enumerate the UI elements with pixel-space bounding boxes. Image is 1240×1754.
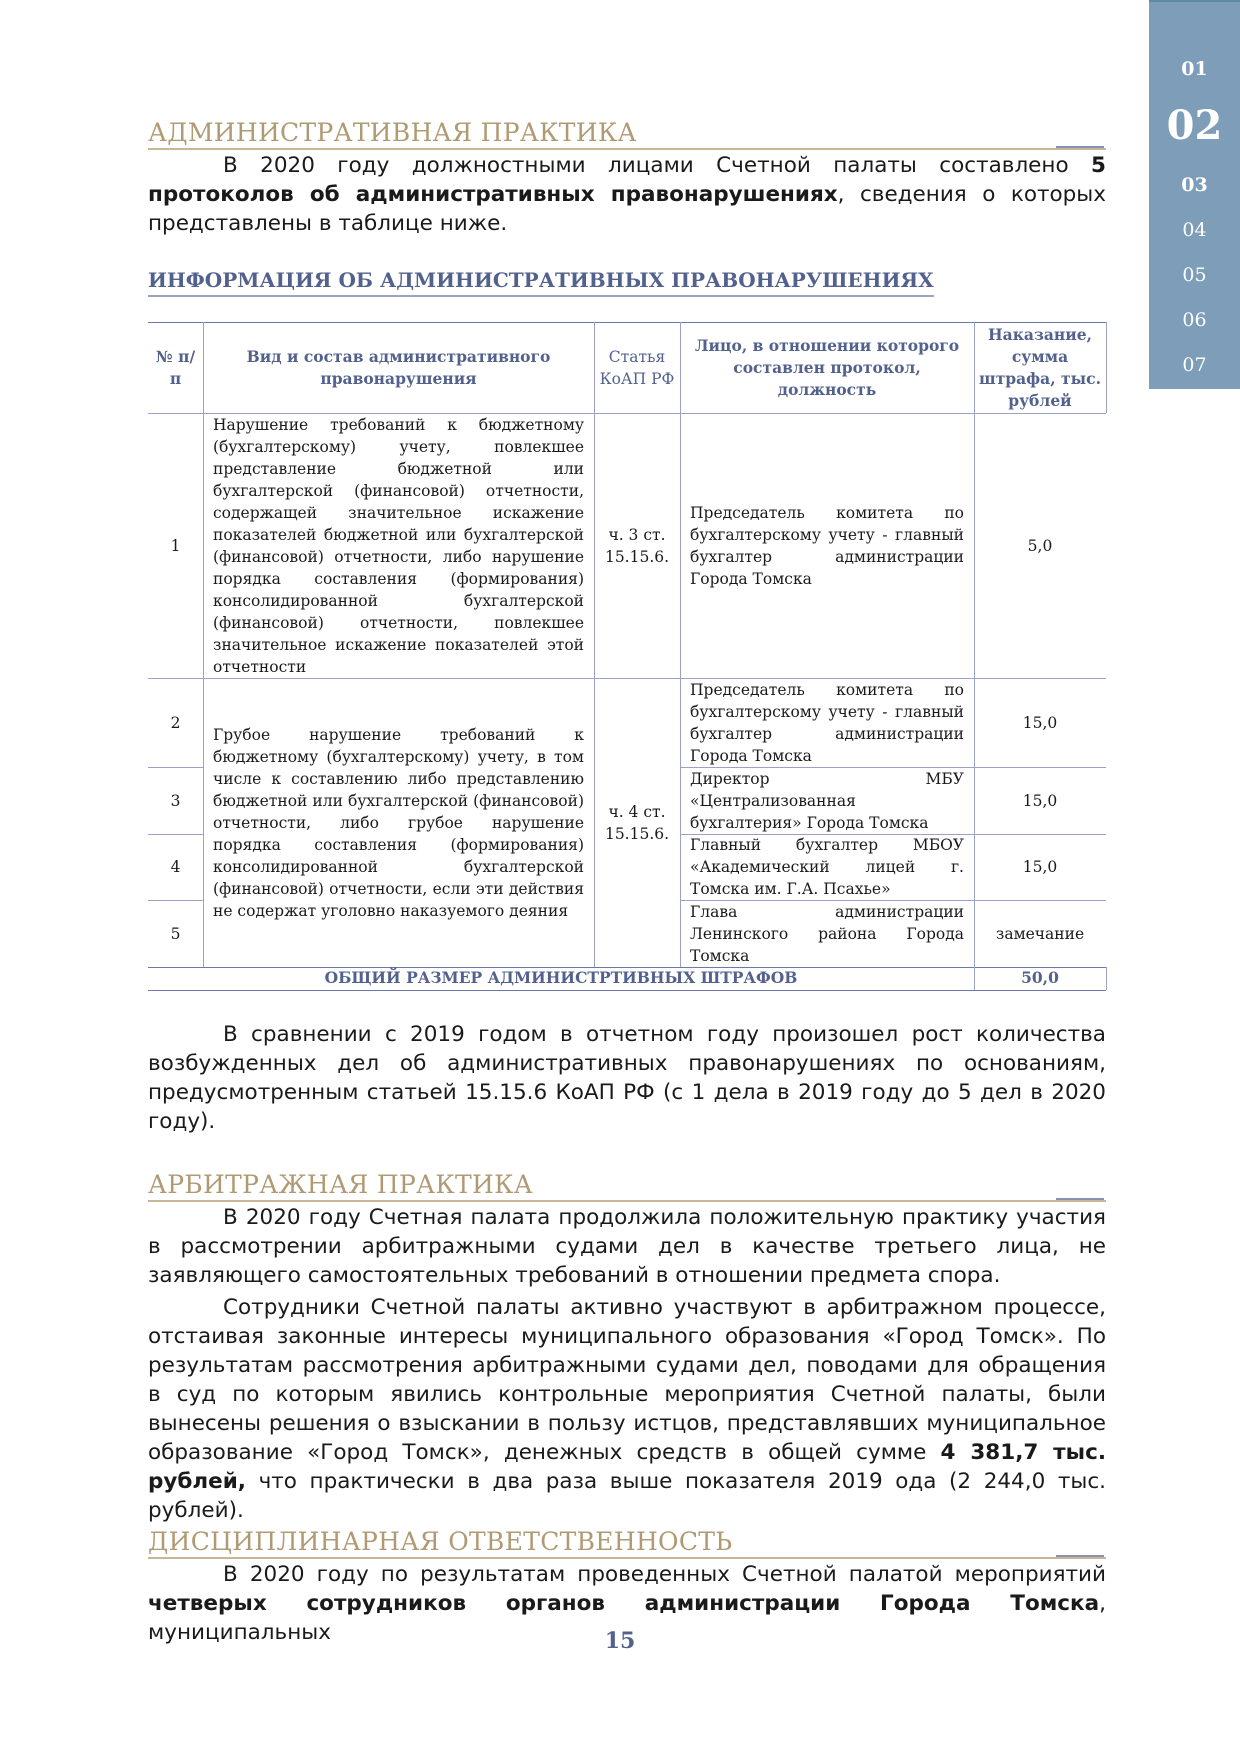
comparison-paragraph: В сравнении с 2019 годом в отчетном году произошел рост количества возбужденных дел об административных правонарушениях по основаниям, предусмотренным статьей 15.15.6 КоАП РФ (с 1 дела в 2019 году до 5 дел в 2020 году). — [148, 1022, 1106, 1134]
heading-rule-accent — [1056, 1198, 1104, 1200]
row4-num: 4 — [170, 858, 181, 876]
arbitration-paragraph-1: В 2020 году Счетная палата продолжила положительную практику участия в рассмотрении арбитражными судами дел в качестве третьего лица, не заявляющего самостоятельных требований в отношении предмета спора. — [148, 1205, 1106, 1288]
chapter-nav-item-04[interactable]: 04 — [1182, 219, 1207, 241]
violations-table — [148, 322, 1106, 990]
row5-person: Глава администрации Ленинского района Города Томска — [690, 902, 964, 965]
arbitration-paragraph-2: Сотрудники Счетной палаты активно участвуют в арбитражном процессе, отстаивая законные интересы муниципального образования «Город Томск». По результатам рассмотрения арбитражными судами дел, поводами для обращения в суд по которым явились контрольные мероприятия Счетной палаты, были вынесены решения о взыскании в пользу истцов, представлявших муниципальное образование «Город Томск», денежных средств в общей сумме 4 381,7 тыс. рублей, что практически в два раза выше показателя 2019 ода (2 244,0 тыс. рублей). — [148, 1295, 1106, 1523]
chapter-nav-item-03[interactable]: 03 — [1181, 174, 1208, 196]
heading-rule-accent — [1056, 146, 1104, 148]
chapter-nav-item-06[interactable]: 06 — [1182, 309, 1207, 331]
section-title-admin: АДМИНИСТРАТИВНАЯ ПРАКТИКА — [148, 118, 637, 147]
header-penalty: Наказание, сумма штрафа, тыс. рублей — [979, 324, 1101, 410]
row3-penalty: 15,0 — [1022, 791, 1058, 810]
group2-type: Грубое нарушение требований к бюджетному (бухгалтерскому) учету, в том числе к составлению либо представлению бюджетной или бухгалтерской (финансовой) отчетности, либо грубое нарушение порядка составления (формирования) консолидированной бухгалтерской (финансовой) отчетности, если эти действия не содержат уголовно наказуемого деяния — [213, 725, 584, 920]
admin-intro-paragraph: В 2020 году должностными лицами Счетной палаты составлено 5 протоколов об административных правонарушениях, сведения о которых представлены в таблице ниже. — [148, 153, 1106, 236]
row3-person: Директор МБУ «Централизованная бухгалтерия» Города Томска — [690, 769, 964, 832]
discipline-paragraph: В 2020 году по результатам проведенных Счетной палатой мероприятий четверых сотрудников органов администрации Города Томска, муниципальных — [148, 1562, 1106, 1645]
row1-penalty: 5,0 — [1027, 536, 1053, 555]
chapter-nav — [1149, 0, 1240, 389]
header-type: Вид и состав административного правонарушения — [246, 346, 551, 388]
section-title-arbitration: АРБИТРАЖНАЯ ПРАКТИКА — [148, 1170, 533, 1199]
chapter-nav-item-05[interactable]: 05 — [1182, 264, 1207, 286]
heading-rule-accent — [1056, 1555, 1104, 1557]
row4-person: Главный бухгалтер МБОУ «Академический лицей г. Томска им. Г.А. Псахье» — [690, 836, 964, 898]
total-value: 50,0 — [1021, 968, 1059, 987]
group2-article: ч. 4 ст. 15.15.6. — [604, 802, 670, 843]
heading-rule — [148, 148, 1106, 150]
row1-type: Нарушение требований к бюджетному (бухгалтерскому) учету, повлекшее представление бюджетной или бухгалтерской (финансовой) отчетности, содержащей значительное искажение показателей бюджетной или бухгалтерской (финансовой) отчетности, либо нарушение порядка составления (формирования) консолидированной бухгалтерской (финансовой) отчетности, повлекшее значительное искажение показателей этой отчетности — [213, 415, 584, 676]
header-article: Статья КоАП РФ — [599, 347, 675, 388]
header-person: Лицо, в отношении которого составлен протокол, должность — [694, 335, 960, 399]
row5-penalty: замечание — [995, 924, 1085, 943]
heading-rule — [148, 1200, 1106, 1202]
row4-penalty: 15,0 — [1022, 858, 1058, 876]
row2-person: Председатель комитета по бухгалтерскому учету - главный бухгалтер администрации Города Томска — [690, 680, 964, 765]
heading-rule — [148, 1557, 1106, 1559]
table-title: ИНФОРМАЦИЯ ОБ АДМИНИСТРАТИВНЫХ ПРАВОНАРУШЕНИЯХ — [148, 267, 934, 297]
chapter-nav-item-01[interactable]: 01 — [1181, 58, 1208, 80]
row2-num: 2 — [170, 713, 181, 732]
section-title-discipline: ДИСЦИПЛИНАРНАЯ ОТВЕТСТВЕННОСТЬ — [148, 1527, 733, 1556]
header-num: № п/п — [155, 346, 196, 388]
row1-person: Председатель комитета по бухгалтерскому учету - главный бухгалтер администрации Города Томска — [690, 503, 964, 588]
row1-article: ч. 3 ст. 15.15.6. — [604, 525, 670, 566]
page-number: 15 — [604, 1628, 636, 1654]
row1-num: 1 — [170, 536, 181, 555]
chapter-nav-item-02-active[interactable]: 02 — [1166, 102, 1223, 149]
row3-num: 3 — [170, 791, 181, 810]
row2-penalty: 15,0 — [1022, 713, 1058, 732]
total-label: ОБЩИЙ РАЗМЕР АДМИНИСТРТИВНЫХ ШТРАФОВ — [324, 968, 798, 987]
row5-num: 5 — [170, 924, 181, 943]
chapter-nav-item-07[interactable]: 07 — [1182, 354, 1207, 376]
